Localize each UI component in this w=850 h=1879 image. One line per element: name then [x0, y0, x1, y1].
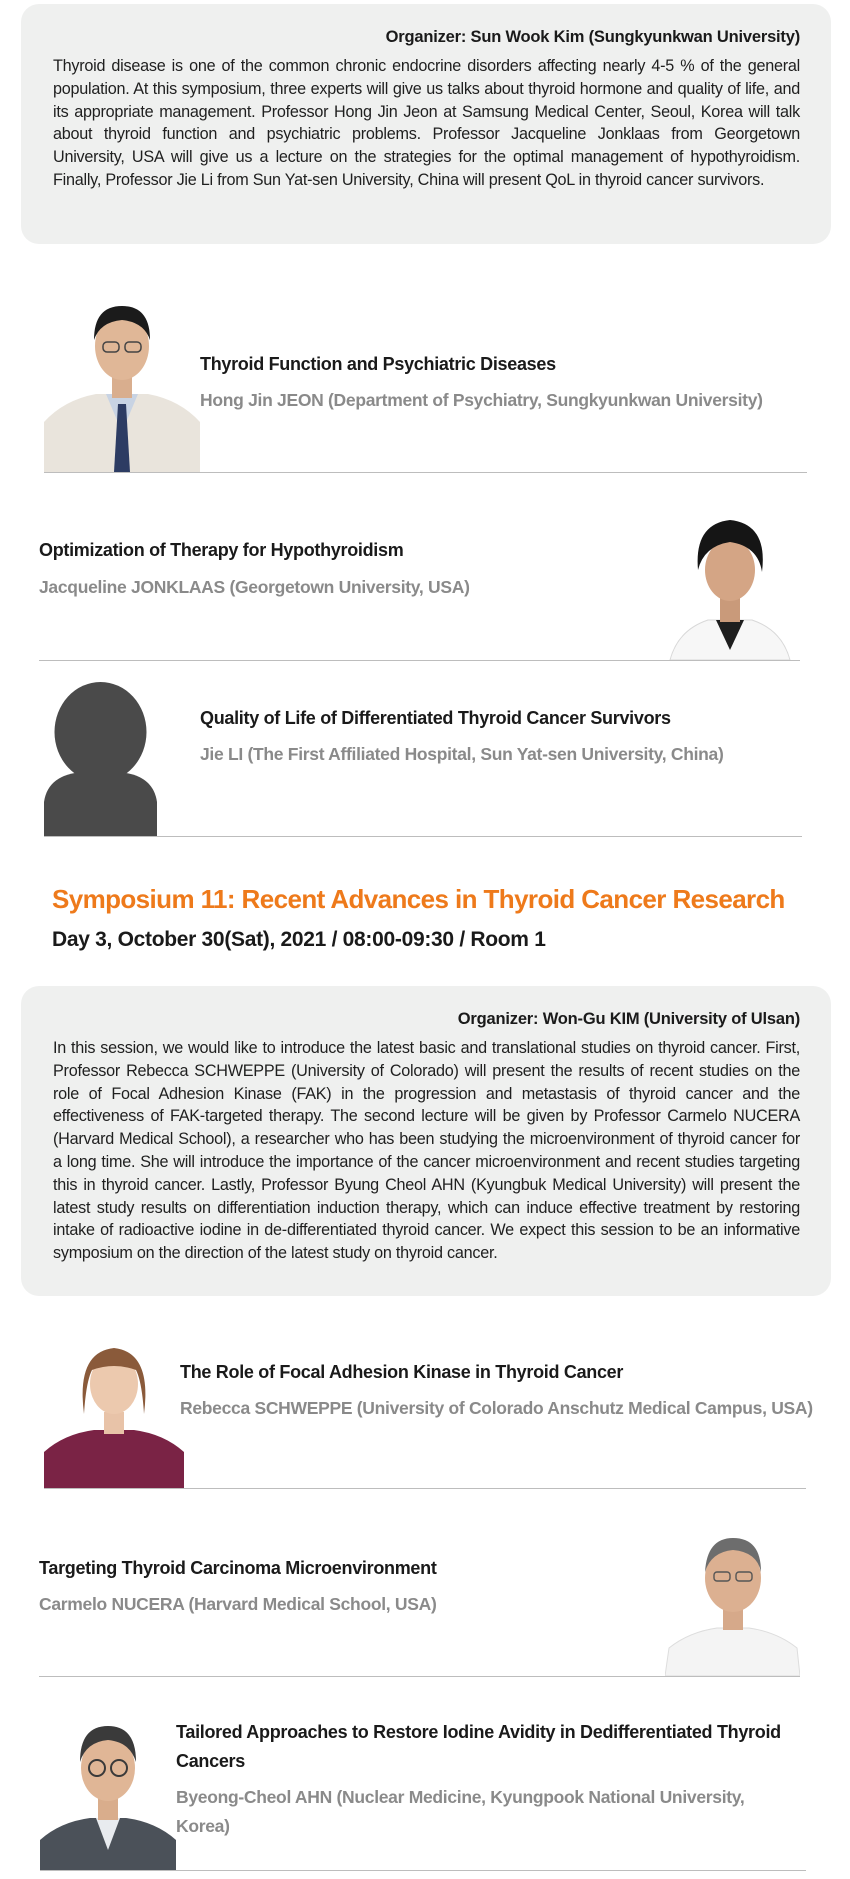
divider — [39, 1676, 800, 1677]
talk-title: Thyroid Function and Psychiatric Diseases — [200, 354, 556, 374]
talk-speaker: Rebecca SCHWEPPE (University of Colorado Anschutz Medical Campus, USA) — [180, 1398, 813, 1418]
speaker-photo-jeon — [44, 282, 200, 472]
divider — [40, 1870, 806, 1871]
avatar-placeholder-icon — [44, 682, 157, 837]
talk-speaker: Byeong-Cheol AHN (Nuclear Medicine, Kyungpook National University, Korea) — [176, 1787, 745, 1836]
speaker-photo-ahn — [40, 1700, 176, 1870]
talk-speaker: Carmelo NUCERA (Harvard Medical School, USA) — [39, 1594, 437, 1614]
speaker-photo-nucera — [665, 1508, 800, 1676]
talk-speaker: Jie LI (The First Affiliated Hospital, Sun Yat-sen University, China) — [200, 744, 724, 764]
organizer-label: Organizer: Won-Gu KIM (University of Ulsan) — [457, 1010, 800, 1028]
divider — [44, 836, 802, 837]
symposium-date: Day 3, October 30(Sat), 2021 / 08:00-09:30 / Room 1 — [52, 928, 546, 951]
organizer-label: Organizer: Sun Wook Kim (Sungkyunkwan University) — [385, 28, 800, 46]
talk-speaker: Hong Jin JEON (Department of Psychiatry, Sungkyunkwan University) — [200, 390, 763, 410]
talk-title: Quality of Life of Differentiated Thyroid Cancer Survivors — [200, 708, 671, 728]
talk-title: Optimization of Therapy for Hypothyroidism — [39, 540, 404, 560]
talk-title: Tailored Approaches to Restore Iodine Avidity in Dedifferentiated Thyroid Cancers — [176, 1722, 781, 1771]
session-description: In this session, we would like to introduce the latest basic and translational studies on thyroid cancer. First, Professor Rebecca SCHWEPPE (University of Colorado) will present the results of recent studies on the role of Focal Adhesion Kinase (FAK) in the progression and metastasis of thyroid cancer and the effectiveness of FAK-targeted therapy. The second lecture will be given by Professor Carmelo NUCERA (Harvard Medical School), a researcher who has been studying the microenvironment of thyroid cancer for a long time. She will introduce the importance of the cancer microenvironment and recent studies targeting this in thyroid cancer. Lastly, Professor Byung Cheol AHN (Kyungbuk Medical University) will present the latest study results on differentiation induction therapy, which can induce effective treatment by restoring intake of radioactive iodine in de-differentiated thyroid cancer. We expect this session to be an informative symposium on the direction of the latest study on thyroid cancer. — [53, 1039, 800, 1263]
talk-title: The Role of Focal Adhesion Kinase in Thyroid Cancer — [180, 1362, 624, 1382]
divider — [44, 472, 807, 473]
symposium-title: Symposium 11: Recent Advances in Thyroid Cancer Research — [52, 884, 785, 914]
session-description-box — [21, 986, 831, 1296]
divider — [44, 1488, 806, 1489]
session-description-box — [21, 4, 831, 244]
divider — [39, 660, 800, 661]
session-description: Thyroid disease is one of the common chronic endocrine disorders affecting nearly 4-5 % of the general population. At this symposium, three experts will give us talks about thyroid hormone and quality of life, and its appropriate management. Professor Hong Jin Jeon at Samsung Medical Center, Seoul, Korea will talk about thyroid function and psychiatric problems. Professor Jacqueline Jonklaas from Georgetown University, USA will give us a lecture on the strategies for the optimal management of hypothyroidism. Finally, Professor Jie Li from Sun Yat-sen University, China will present QoL in thyroid cancer survivors. — [53, 57, 800, 189]
speaker-photo-jonklaas — [660, 490, 800, 660]
speaker-photo-schweppe — [44, 1322, 184, 1488]
talk-speaker: Jacqueline JONKLAAS (Georgetown University, USA) — [39, 577, 470, 597]
talk-title: Targeting Thyroid Carcinoma Microenvironment — [39, 1558, 437, 1578]
